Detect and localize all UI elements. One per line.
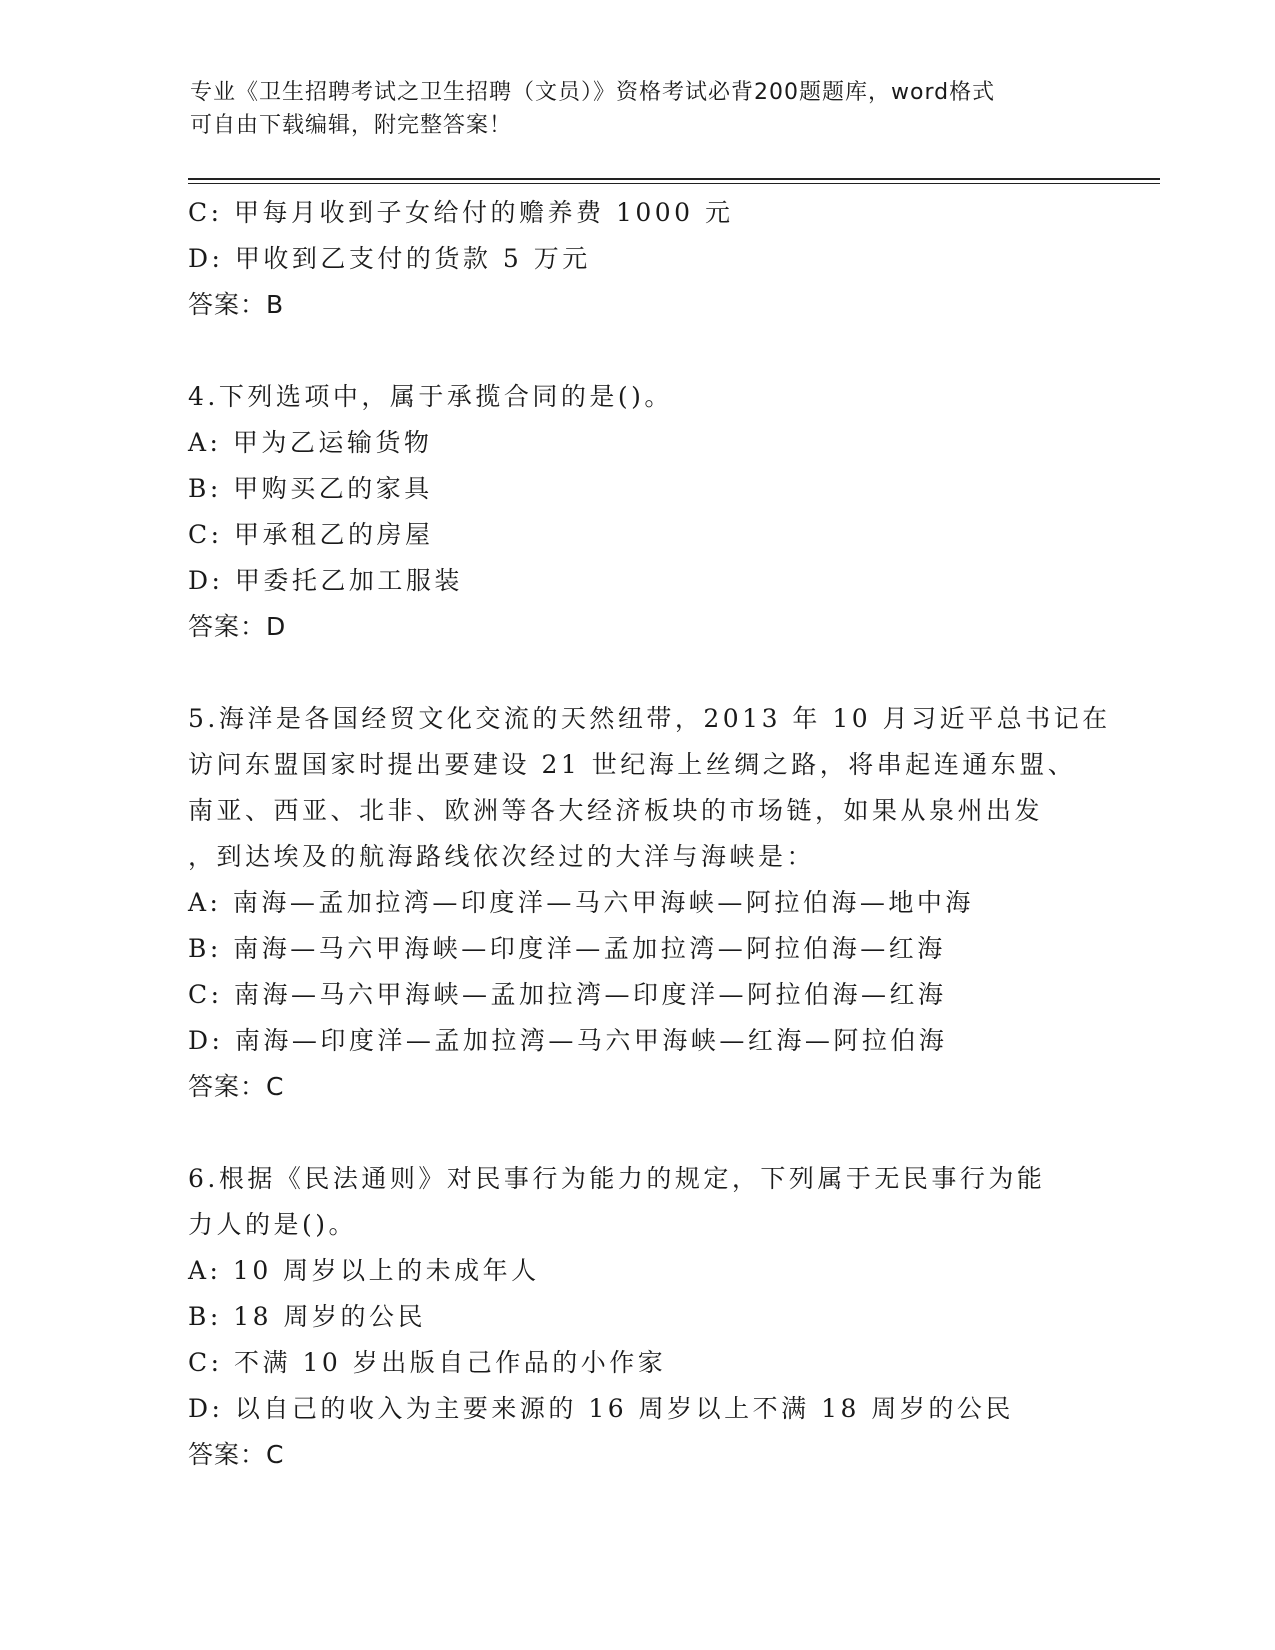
question-stem-line-1: 6.根据《民法通则》对民事行为能力的规定，下列属于无民事行为能 xyxy=(188,1164,1046,1193)
option-c: C: 甲每月收到子女给付的赡养费 1000 元 xyxy=(188,198,734,227)
question-stem-line-3: 南亚、西亚、北非、欧洲等各大经济板块的市场链，如果从泉州出发 xyxy=(188,796,1044,825)
option-a: A: 甲为乙运输货物 xyxy=(188,428,433,457)
question-stem-line-4: ，到达埃及的航海路线依次经过的大洋与海峡是： xyxy=(188,842,816,871)
question-stem-line-2: 力人的是()。 xyxy=(188,1210,358,1239)
answer-label: 答案：C xyxy=(188,1440,285,1469)
question-stem-line-1: 5.海洋是各国经贸文化交流的天然纽带，2013 年 10 月习近平总书记在 xyxy=(188,704,1111,733)
header-divider-thin xyxy=(188,183,1160,184)
option-c: C: 甲承租乙的房屋 xyxy=(188,520,434,549)
option-d: D: 以自己的收入为主要来源的 16 周岁以上不满 18 周岁的公民 xyxy=(188,1394,1014,1423)
question-6 xyxy=(188,1156,1088,1478)
option-a: A: 南海—孟加拉湾—印度洋—马六甲海峡—阿拉伯海—地中海 xyxy=(188,888,974,917)
option-c: C: 不满 10 岁出版自己作品的小作家 xyxy=(188,1348,667,1377)
option-d: D: 甲委托乙加工服装 xyxy=(188,566,463,595)
question-list xyxy=(188,190,1111,1478)
option-b: B: 18 周岁的公民 xyxy=(188,1302,426,1331)
question-stem: 4.下列选项中，属于承揽合同的是()。 xyxy=(188,382,673,411)
option-d: D: 南海—印度洋—孟加拉湾—马六甲海峡—红海—阿拉伯海 xyxy=(188,1026,948,1055)
option-d: D: 甲收到乙支付的货款 5 万元 xyxy=(188,244,591,273)
option-b: B: 甲购买乙的家具 xyxy=(188,474,433,503)
answer-label: 答案：B xyxy=(188,290,285,319)
option-a: A: 10 周岁以上的未成年人 xyxy=(188,1256,540,1285)
question-stem-line-2: 访问东盟国家时提出要建设 21 世纪海上丝绸之路，将串起连通东盟、 xyxy=(188,750,1077,779)
header-title-line-1: 专业《卫生招聘考试之卫生招聘（文员）》资格考试必背200题题库，word格式 xyxy=(190,80,996,105)
question-3-tail xyxy=(188,190,1088,328)
answer-label: 答案：D xyxy=(188,612,287,641)
answer-label: 答案：C xyxy=(188,1072,285,1101)
header-divider-thick xyxy=(188,178,1160,180)
document-header xyxy=(190,76,1090,142)
question-5 xyxy=(188,696,1111,1110)
option-b: B: 南海—马六甲海峡—印度洋—孟加拉湾—阿拉伯海—红海 xyxy=(188,934,946,963)
header-title-line-2: 可自由下载编辑，附完整答案！ xyxy=(190,113,513,138)
option-c: C: 南海—马六甲海峡—孟加拉湾—印度洋—阿拉伯海—红海 xyxy=(188,980,947,1009)
question-4 xyxy=(188,374,1088,650)
